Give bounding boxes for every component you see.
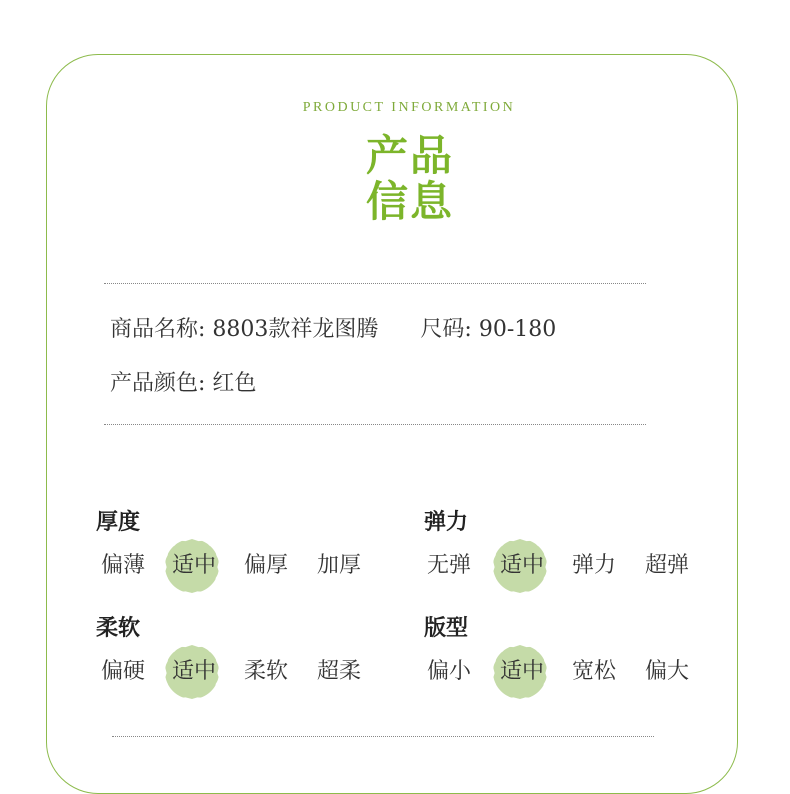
attr-fit-option-selected: 适中	[492, 657, 552, 687]
divider-top	[104, 283, 646, 284]
attr-elasticity-option: 弹力	[571, 553, 616, 578]
title-line-1: 产品	[365, 131, 454, 180]
attr-softness-option: 超柔	[316, 659, 361, 684]
attr-fit-option: 偏大	[644, 659, 689, 684]
attr-title-fit: 版型	[424, 616, 469, 641]
info-row-name	[110, 312, 556, 343]
info-row-color	[110, 366, 256, 397]
divider-middle	[104, 424, 646, 425]
attr-thickness-option: 偏薄	[100, 553, 145, 578]
attr-fit-option: 宽松	[571, 659, 616, 684]
divider-bottom	[112, 736, 654, 737]
color-value: 红色	[212, 371, 257, 396]
attr-softness-option-selected: 适中	[164, 657, 224, 687]
attr-elasticity-option: 无弹	[426, 553, 471, 578]
attr-thickness-option: 加厚	[316, 553, 361, 578]
attr-title-softness: 柔软	[96, 616, 141, 641]
section-subtitle: PRODUCT INFORMATION	[302, 100, 516, 115]
title-line-2: 信息	[365, 177, 454, 226]
color-label: 产品颜色:	[110, 371, 206, 396]
attr-elasticity-option-selected: 适中	[492, 551, 552, 581]
attr-softness-option: 偏硬	[100, 659, 145, 684]
attr-elasticity-option: 超弹	[644, 553, 689, 578]
size-label: 尺码:	[420, 317, 472, 342]
product-name-value: 8803款祥龙图腾	[212, 317, 379, 342]
attr-thickness-option-selected: 适中	[164, 551, 224, 581]
attr-fit-option: 偏小	[426, 659, 471, 684]
size-value: 90-180	[478, 317, 557, 342]
section-title	[355, 133, 465, 225]
attr-thickness-option: 偏厚	[243, 553, 288, 578]
product-name-label: 商品名称:	[110, 317, 206, 342]
attr-title-thickness: 厚度	[96, 510, 141, 535]
attr-softness-option: 柔软	[243, 659, 288, 684]
attr-title-elasticity: 弹力	[424, 510, 469, 535]
